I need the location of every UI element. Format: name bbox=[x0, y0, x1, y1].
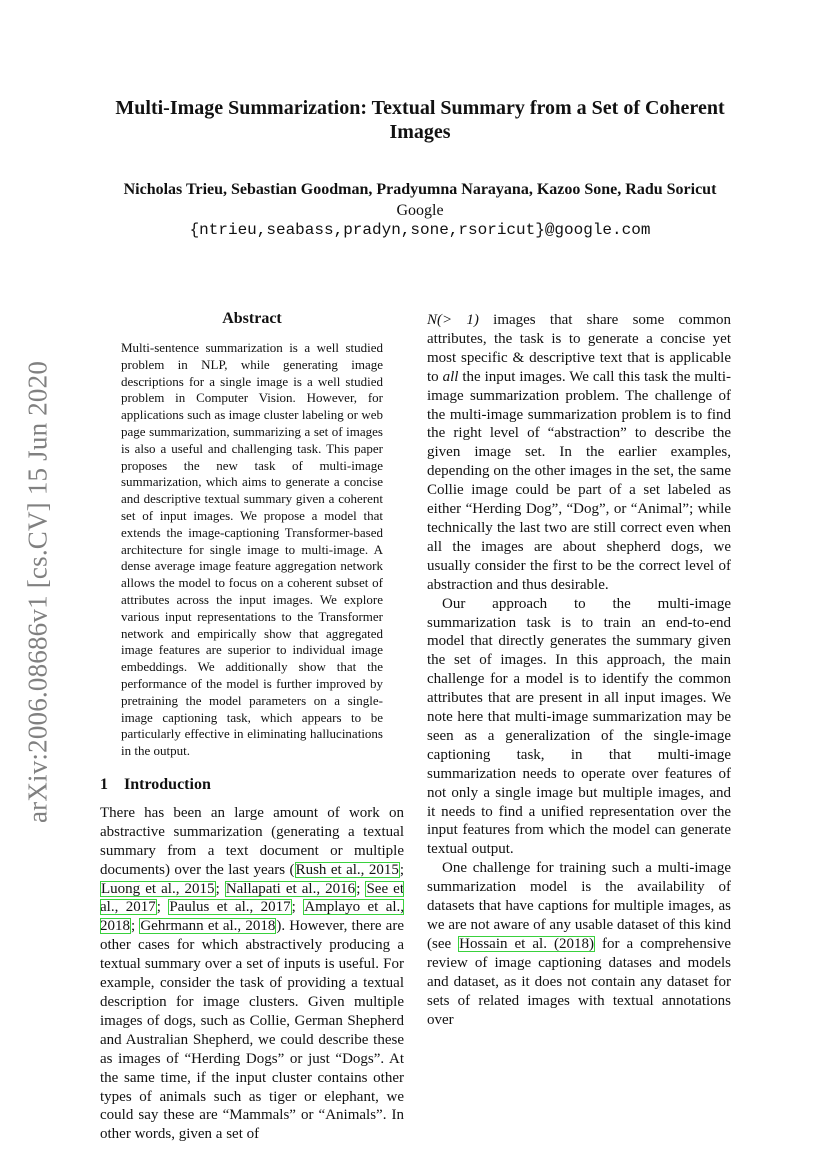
text-run: the input images. We call this task the multi-image summarization problem. The challenge of the multi-image summarization problem is to find the right level of “abstraction” to describe the given image set. In the earlier examples, depending on the other images in the set, the same Collie image could be part of a set labeled as either “Herding Dog”, “Dog”, or “Animal”; while technically the last two are still correct even when all the images are about shepherd dogs, we usually consider the first to be the correct level of abstraction and thus desirable. bbox=[427, 368, 732, 593]
section-number: 1 bbox=[100, 775, 108, 793]
author-emails: {ntrieu,seabass,pradyn,sone,rsoricut}@google.com bbox=[189, 221, 651, 239]
right-column bbox=[427, 311, 731, 1029]
text-run: ). However, there are other cases for which abstractively producing a textual summary over a set of inputs is useful. For example, consider the task of providing a textual description for image clusters. Given multiple images of dogs, such as Collie, German Shepherd and Australian Shepherd, we could describe these as images of “Herding Dogs” or just “Dogs”. At the same time, if the input cluster contains other types of animals such as tiger or elephant, we could say these are “Mammals” or “Animals”. In other words, given a set of bbox=[100, 918, 404, 1143]
text-run: for a comprehensive review of image captioning datases and models and dataset, as it does not contain any dataset for sets of related images with textual annotations over bbox=[427, 935, 731, 1028]
math-expression: N(> 1) bbox=[427, 312, 479, 328]
author-list: Nicholas Trieu, Sebastian Goodman, Pradyumna Narayana, Kazoo Sone, Radu Soricut bbox=[123, 181, 717, 198]
citation-link[interactable]: Paulus et al., 2017 bbox=[169, 899, 291, 916]
section-title: Introduction bbox=[124, 775, 211, 793]
paper-title: Multi-Image Summarization: Textual Summary from a Set of Coherent Images bbox=[115, 97, 725, 143]
citation-link[interactable]: Hossain et al. (2018) bbox=[459, 935, 594, 952]
abstract-heading: Abstract bbox=[222, 310, 282, 327]
intro-paragraph-2: Our approach to the multi-image summarization task is to train an end-to-end model that directly generates the summary given the set of images. In this approach, the main challenge for a model is to identify the common attributes that are present in all input images. We note here that multi-image summarization may be seen as a generalization of the single-image captioning task, in that multi-image summarization needs to operate over features of not only a single image but multiple images, and it needs to find a unified representation over the input features from which the model can generate textual output. bbox=[427, 595, 731, 858]
citation-link[interactable]: Luong et al., 2015 bbox=[101, 880, 215, 897]
intro-paragraph-1-continued bbox=[427, 311, 731, 595]
left-column bbox=[100, 308, 404, 1144]
citation-link[interactable]: See et al., 2017 bbox=[100, 880, 404, 916]
text-run: ; bbox=[215, 880, 225, 897]
intro-paragraph-1 bbox=[100, 804, 404, 1144]
text-run: ; bbox=[291, 899, 304, 916]
text-run: One challenge for training such a multi-image summarization model is the availability of datasets that have captions for multiple images, as we are not aware of any usable dataset of this kind (see bbox=[427, 860, 731, 952]
text-run: images that share some common attributes, the task is to generate a concise yet most specific & descriptive text that is applicable to bbox=[427, 312, 731, 385]
section-heading-introduction bbox=[100, 774, 404, 796]
citation-link[interactable]: Rush et al., 2015 bbox=[295, 861, 399, 878]
emphasis: all bbox=[442, 368, 459, 385]
text-run: ; bbox=[156, 899, 169, 916]
abstract-text: Multi-sentence summarization is a well studied problem in NLP, while generating image descriptions for a single image is a well studied problem in Computer Vision. However, for applications such as image cluster labeling or web page summarization, summarizing a set of images is also a useful and challenging task. This paper proposes the new task of multi-image summarization, which aims to generate a concise and descriptive textual summary given a coherent set of input images. We propose a model that extends the image-captioning Transformer-based architecture for single image to multi-image. A dense average image feature aggregation network allows the model to focus on a coherent subset of attributes across the input images. We explore various input representations to the Transformer network and empirically show that aggregated image features are superior to individual image embeddings. We additionally show that the performance of the model is further improved by pretraining the model parameters on a single-image captioning task, which appears to be particularly effective in eliminating hallucinations in the output. bbox=[121, 340, 383, 759]
text-run: There has been an large amount of work on abstractive summarization (generating a textual summary from a text document or multiple documents) over the last years ( bbox=[100, 804, 404, 878]
text-run: ; bbox=[131, 918, 140, 935]
text-run: ; bbox=[356, 880, 366, 897]
citation-link[interactable]: Nallapati et al., 2016 bbox=[225, 880, 356, 897]
affiliation: Google bbox=[396, 202, 444, 219]
citation-link[interactable]: Amplayo et al., 2018 bbox=[100, 899, 405, 935]
arxiv-identifier: arXiv:2006.08686v1 [cs.CV] 15 Jun 2020 bbox=[22, 360, 53, 824]
text-run: ; bbox=[399, 861, 404, 878]
intro-paragraph-3 bbox=[427, 859, 731, 1029]
citation-link[interactable]: Gehrmann et al., 2018 bbox=[140, 918, 276, 935]
